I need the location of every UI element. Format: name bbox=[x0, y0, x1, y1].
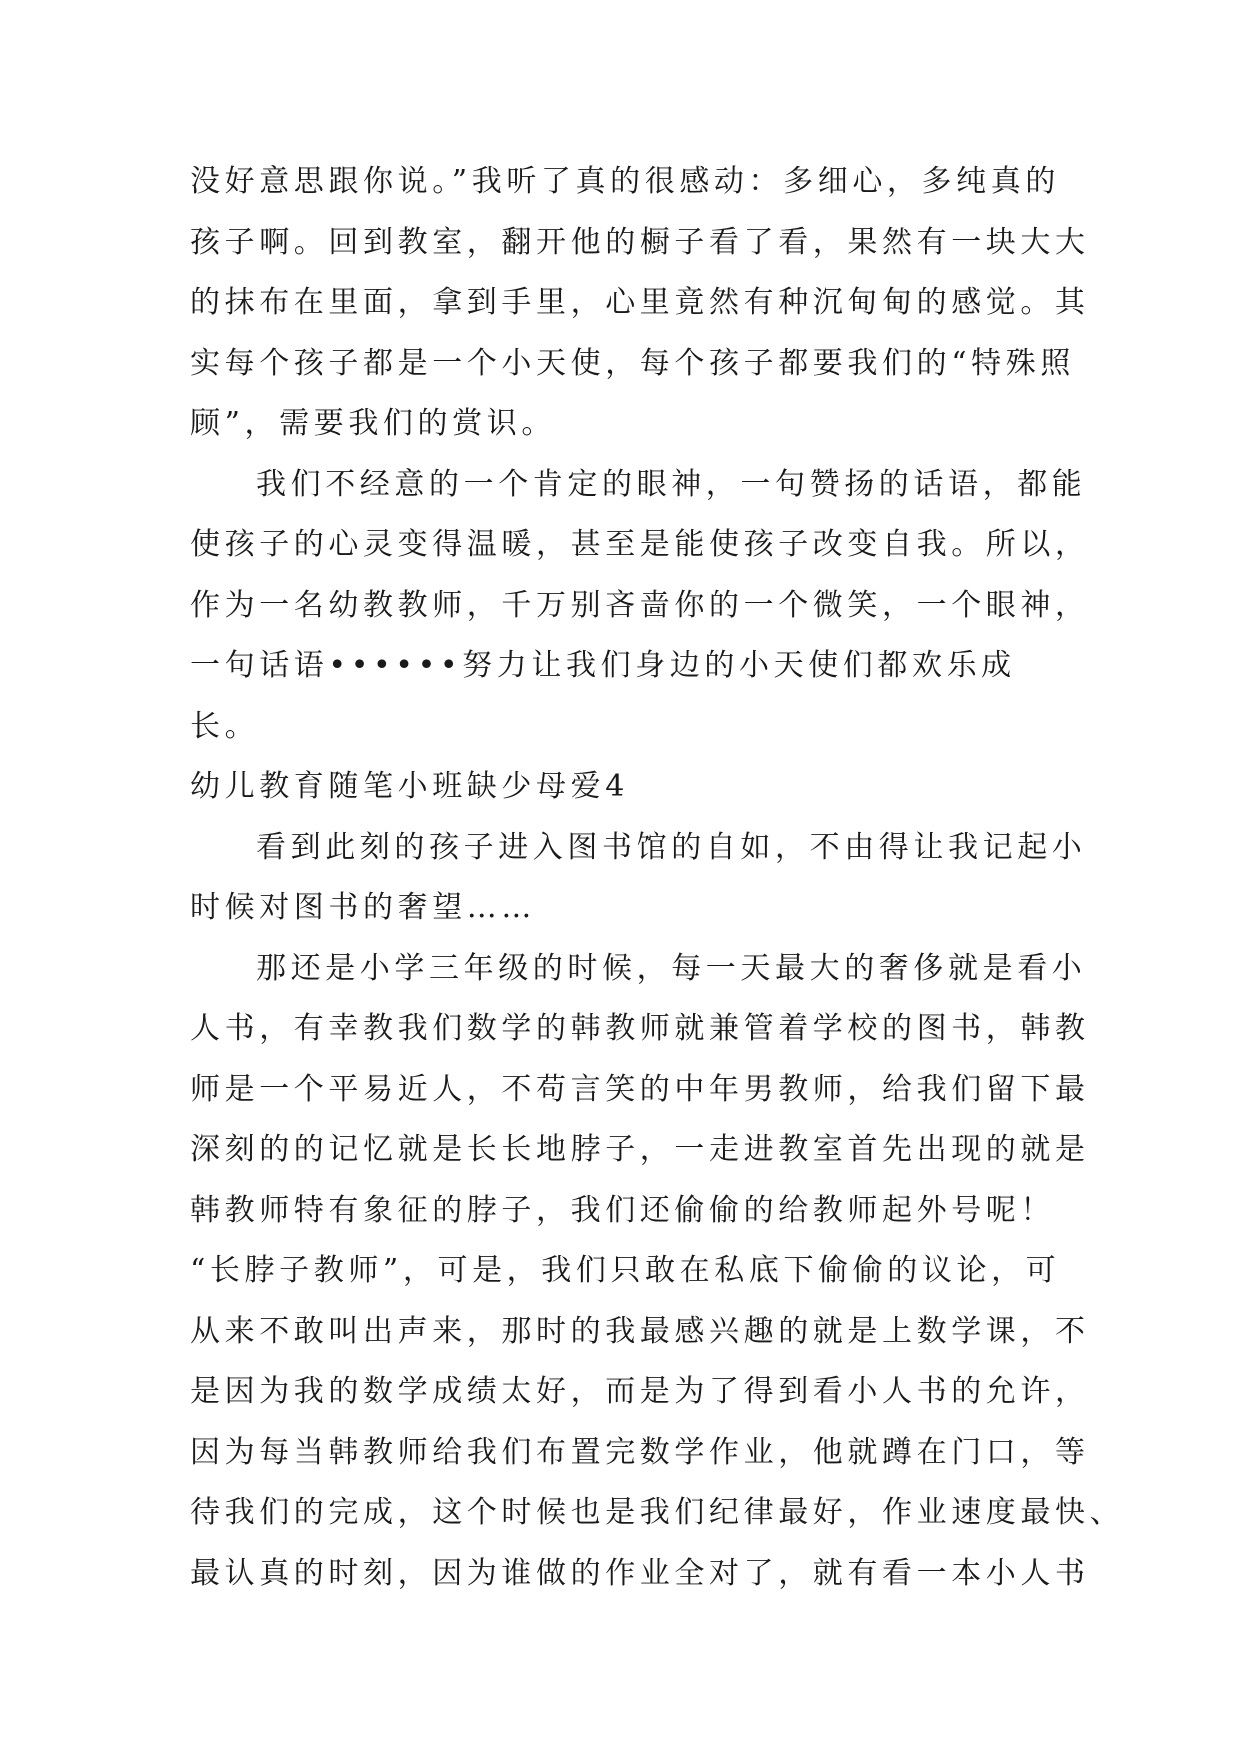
paragraph-line: 因为每当韩教师给我们布置完数学作业，他就蹲在门口，等 bbox=[190, 1434, 1090, 1470]
paragraph-line: 深刻的的记忆就是长长地脖子，一走进教室首先出现的就是 bbox=[190, 1132, 1090, 1167]
paragraph-line: 孩子啊。回到教室，翻开他的橱子看了看，果然有一块大大 bbox=[190, 224, 1090, 260]
paragraph-line: 韩教师特有象征的脖子，我们还偷偷的给教师起外号呢！ bbox=[190, 1192, 1055, 1228]
paragraph-line: 从来不敢叫出声来，那时的我最感兴趣的就是上数学课，不 bbox=[190, 1313, 1090, 1349]
paragraph-line: 顾”，需要我们的赏识。 bbox=[190, 406, 556, 441]
paragraph-line: 最认真的时刻，因为谁做的作业全对了，就有看一本小人书 bbox=[190, 1555, 1090, 1591]
paragraph-line: 实每个孩子都是一个小天使，每个孩子都要我们的“特殊照 bbox=[190, 345, 1075, 381]
paragraph-line: 一句话语••••••努力让我们身边的小天使们都欢乐成 bbox=[190, 648, 1016, 683]
section-heading: 幼儿教育随笔小班缺少母爱4 bbox=[190, 769, 629, 804]
paragraph-line: 师是一个平易近人，不苟言笑的中年男教师，给我们留下最 bbox=[190, 1071, 1090, 1107]
paragraph-line: 没好意思跟你说。”我听了真的很感动：多细心，多纯真的 bbox=[190, 164, 1060, 199]
paragraph-line: 长。 bbox=[190, 708, 260, 744]
paragraph-line: 我们不经意的一个肯定的眼神，一句赞扬的话语，都能 bbox=[256, 466, 1087, 502]
paragraph-line: 待我们的完成，这个时候也是我们纪律最好，作业速度最快、 bbox=[190, 1495, 1125, 1530]
paragraph-line: 那还是小学三年级的时候，每一天最大的奢侈就是看小 bbox=[256, 950, 1087, 986]
paragraph-line: 的抹布在里面，拿到手里，心里竟然有种沉甸甸的感觉。其 bbox=[190, 285, 1090, 320]
document-body bbox=[190, 152, 1125, 1604]
paragraph-line: 时候对图书的奢望…… bbox=[190, 890, 536, 925]
paragraph-line: “长脖子教师”，可是，我们只敢在私底下偷偷的议论，可 bbox=[190, 1253, 1061, 1288]
paragraph-line: 是因为我的数学成绩太好，而是为了得到看小人书的允许， bbox=[190, 1374, 1090, 1409]
paragraph-line: 人书，有幸教我们数学的韩教师就兼管着学校的图书，韩教 bbox=[190, 1011, 1090, 1046]
paragraph-line: 使孩子的心灵变得温暖，甚至是能使孩子改变自我。所以， bbox=[190, 527, 1090, 562]
paragraph-line: 看到此刻的孩子进入图书馆的自如，不由得让我记起小 bbox=[256, 829, 1087, 865]
paragraph-line: 作为一名幼教教师，千万别吝啬你的一个微笑，一个眼神， bbox=[190, 587, 1090, 623]
